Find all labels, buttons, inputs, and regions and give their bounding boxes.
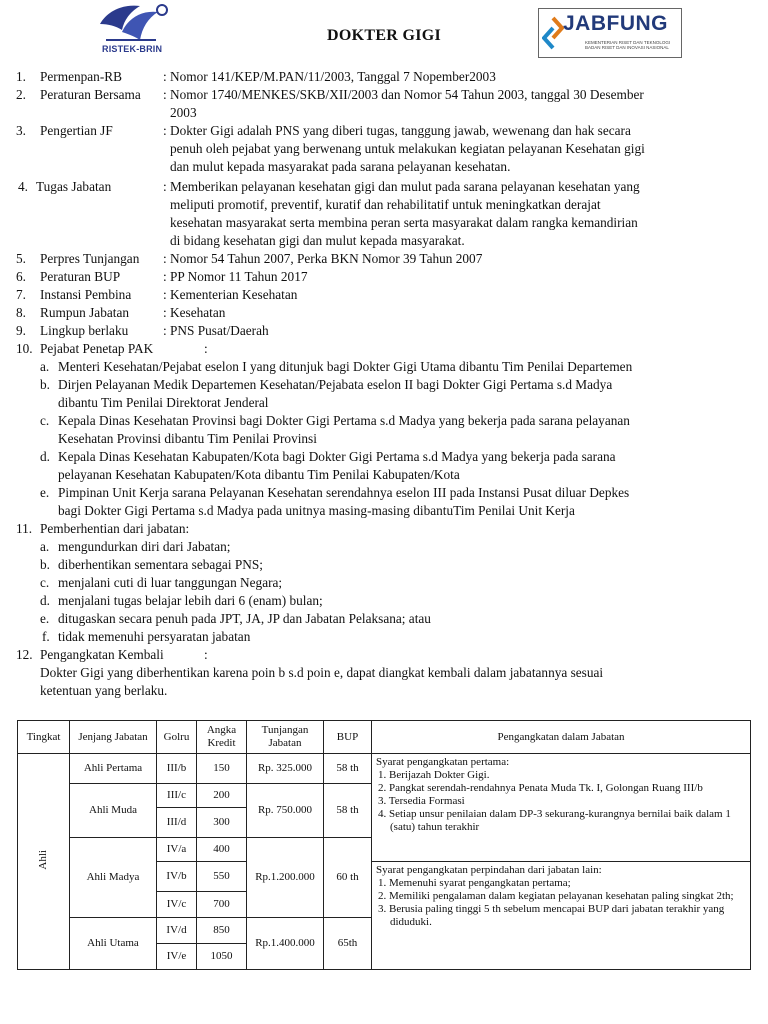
table-header: Tunjangan Jabatan: [247, 721, 324, 754]
table-row: III/d 300: [18, 808, 751, 838]
jabfung-emblem-icon: [542, 16, 564, 50]
jenjang-table: [17, 720, 751, 970]
table-row: Ahli Utama IV/d 850 Rp.1.400.000 65th: [18, 918, 751, 944]
table-header: BUP: [324, 721, 372, 754]
table-row: IV/c 700: [18, 892, 751, 918]
table-row: IV/b 550 Syarat pengangkatan perpindahan dari jabatan lain: 1. Memenuhi syarat pengangkatan pertama; 2. Memiliki pengalaman dalam kegiatan pelayanan kesehatan paling singkat 2th; 3. Berusia paling tinggi 5 th sebelum mencapai BUP dari jabatan terakhir yang diduduki.: [18, 862, 751, 892]
page-title: DOKTER GIGI: [327, 27, 441, 44]
page-header: [0, 0, 768, 66]
table-header: Golru: [157, 721, 197, 754]
jabfung-logo-word: JABFUNG: [563, 12, 669, 35]
requirements-transfer: Syarat pengangkatan perpindahan dari jabatan lain: 1. Memenuhi syarat pengangkatan pertama; 2. Memiliki pengalaman dalam kegiatan pelayanan kesehatan paling singkat 2th; 3. Berusia paling tinggi 5 th sebelum mencapai BUP dari jabatan terakhir yang diduduki.: [372, 862, 751, 970]
table-header-row: [18, 721, 751, 754]
requirements-first: Syarat pengangkatan pertama: 1. Berijazah Dokter Gigi. 2. Pangkat serendah-rendahnya Penata Muda Tk. I, Golongan Ruang III/b 3. Tersedia Formasi 4. Setiap unsur penilaian dalam DP-3 sekurang-kurangnya bernilai baik dalam 1 (satu) tahun terakhir: [372, 754, 751, 862]
jabfung-logo-subtitle: KEMENTERIAN RISET DAN TEKNOLOGI BADAN RISET DAN INOVASI NASIONAL: [585, 40, 671, 50]
table-row: Ahli Madya IV/a 400 Rp.1.200.000 60 th: [18, 838, 751, 862]
jabfung-logo: [538, 8, 682, 58]
table-header: Pengangkatan dalam Jabatan: [372, 721, 751, 754]
ristek-brin-logo-text: RISTEK-BRIN: [102, 44, 163, 54]
table-row: IV/e 1050: [18, 944, 751, 970]
table-header: Jenjang Jabatan: [70, 721, 157, 754]
table-header: Tingkat: [18, 721, 70, 754]
tingkat-cell: Ahli: [18, 754, 70, 970]
table-header: Angka Kredit: [197, 721, 247, 754]
table-row: Ahli Ahli Pertama III/b 150 Rp. 325.000 58 th Syarat pengangkatan pertama: 1. Berijazah Dokter Gigi. 2. Pangkat serendah-rendahnya Penata Muda Tk. I, Golongan Ruang III/b 3. Tersedia Formasi 4. Setiap unsur penilaian dalam DP-3 sekurang-kurangnya bernilai baik dalam 1 (satu) tahun terakhir: [18, 754, 751, 784]
table-row: Ahli Muda III/c 200 Rp. 750.000 58 th: [18, 784, 751, 808]
